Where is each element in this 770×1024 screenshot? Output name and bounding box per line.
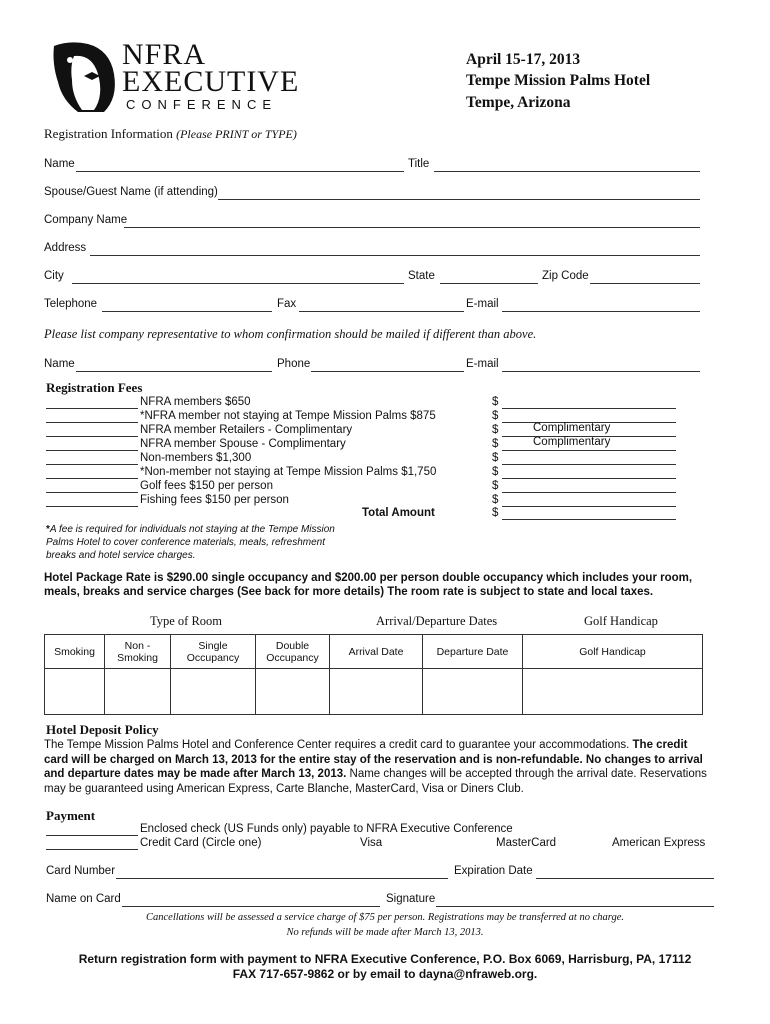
fee-dollar: $ <box>492 494 499 506</box>
email-field[interactable] <box>502 311 700 312</box>
zip-field[interactable] <box>590 283 700 284</box>
col-departure: Departure Date <box>423 635 523 669</box>
signature-label: Signature <box>386 893 436 905</box>
total-dollar: $ <box>492 507 499 519</box>
zip-label: Zip Code <box>542 270 589 282</box>
signature-field[interactable] <box>436 906 714 907</box>
room-table <box>44 634 703 715</box>
deposit-bold: The credit card will be charged on March 13, 2013 for the entire stay of the reservation and is non-refundable. No changes to arrival and departure dates may be made after March 13, 2013. <box>44 739 703 780</box>
title-field[interactable] <box>434 171 700 172</box>
city-label: City <box>44 270 64 282</box>
deposit-text <box>44 738 714 796</box>
fee-amount-value: Complimentary <box>533 436 611 448</box>
fee-label: Non-members $1,300 <box>140 452 252 464</box>
expiration-field[interactable] <box>536 878 714 879</box>
type-of-room-header: Type of Room <box>150 614 223 628</box>
visa-option[interactable]: Visa <box>360 837 383 849</box>
event-venue: Tempe Mission Palms Hotel <box>466 72 651 89</box>
check-blank[interactable] <box>46 835 138 836</box>
company-field[interactable] <box>124 227 700 228</box>
logo-line3: CONFERENCE <box>126 97 278 112</box>
fee-blank[interactable] <box>46 492 138 493</box>
telephone-field[interactable] <box>102 311 272 312</box>
fee-dollar: $ <box>492 438 499 450</box>
credit-label: Credit Card (Circle one) <box>140 837 262 849</box>
footer-line-2: FAX 717-657-9862 or by email to dayna@nfraweb.org. <box>232 967 538 981</box>
col-smoking: Smoking <box>45 635 105 669</box>
fee-dollar: $ <box>492 424 499 436</box>
name-on-card-label: Name on Card <box>46 893 121 905</box>
confirm-phone-field[interactable] <box>311 371 464 372</box>
fee-label: Fishing fees $150 per person <box>140 494 289 506</box>
fee-dollar: $ <box>492 480 499 492</box>
name-field[interactable] <box>76 171 404 172</box>
fee-label: NFRA member Spouse - Complimentary <box>140 438 346 450</box>
penguin-logo-icon <box>48 40 118 114</box>
fee-amount-field[interactable] <box>502 450 676 451</box>
payment-title: Payment <box>46 808 96 823</box>
fee-dollar: $ <box>492 452 499 464</box>
confirm-email-label: E-mail <box>466 358 499 370</box>
footnote-star: * <box>46 524 50 535</box>
confirm-email-field[interactable] <box>502 371 700 372</box>
deposit-text-2: Name changes will be accepted through the arrival date. Reservations may be guaranteed using American Express, Carte Blanche, MasterCard, Visa or Diners Club. <box>44 768 707 795</box>
logo <box>48 40 318 116</box>
fee-amount-field[interactable] <box>502 492 676 493</box>
event-date: April 15-17, 2013 <box>466 51 581 68</box>
spouse-label: Spouse/Guest Name (if attending) <box>44 186 218 198</box>
fee-label: *NFRA member not staying at Tempe Mission Palms $875 <box>140 410 436 422</box>
confirmation-note: Please list company representative to whom confirmation should be mailed if different than above. <box>44 327 537 341</box>
fee-dollar: $ <box>492 410 499 422</box>
total-amount-field[interactable] <box>502 519 676 520</box>
fee-amount-field[interactable] <box>502 506 676 507</box>
company-label: Company Name <box>44 214 128 226</box>
fee-dollar: $ <box>492 396 499 408</box>
confirm-phone-label: Phone <box>277 358 311 370</box>
fee-label: Golf fees $150 per person <box>140 480 273 492</box>
fee-blank[interactable] <box>46 464 138 465</box>
mastercard-option[interactable]: MasterCard <box>496 837 557 849</box>
fee-amount-field[interactable] <box>502 464 676 465</box>
fee-dollar: $ <box>492 466 499 478</box>
hotel-package-note: Hotel Package Rate is $290.00 single occupancy and $200.00 per person double occupancy which includes your room, meals, breaks and service charges (See back for more details) The room rate is subject to state and local taxes. <box>44 572 693 598</box>
address-field[interactable] <box>90 255 700 256</box>
confirm-name-label: Name <box>44 358 75 370</box>
fee-amount-field[interactable] <box>502 408 676 409</box>
state-label: State <box>408 270 435 282</box>
fee-blank[interactable] <box>46 408 138 409</box>
credit-blank[interactable] <box>46 849 138 850</box>
fee-amount-field[interactable] <box>502 478 676 479</box>
fee-amount-value: Complimentary <box>533 422 611 434</box>
deposit-text-1: The Tempe Mission Palms Hotel and Conference Center requires a credit card to guarantee your accommodations. <box>44 739 630 751</box>
cell-departure[interactable] <box>423 669 523 715</box>
footnote-text: A fee is required for individuals not staying at the Tempe Mission Palms Hotel to cover conference materials, meals, refreshment breaks and hotel service charges. <box>46 524 335 561</box>
name-label: Name <box>44 158 75 170</box>
card-number-label: Card Number <box>46 865 116 877</box>
col-double: Double Occupancy <box>256 635 330 669</box>
fee-blank[interactable] <box>46 478 138 479</box>
fee-blank[interactable] <box>46 506 138 507</box>
amex-option[interactable]: American Express <box>612 837 706 849</box>
title-label: Title <box>408 158 430 170</box>
fee-label: NFRA member Retailers - Complimentary <box>140 424 353 436</box>
cell-smoking[interactable] <box>45 669 105 715</box>
registration-info-note: (Please PRINT or TYPE) <box>176 127 297 141</box>
fees-title: Registration Fees <box>46 380 143 395</box>
cell-arrival[interactable] <box>330 669 423 715</box>
cell-golf[interactable] <box>523 669 703 715</box>
col-golf: Golf Handicap <box>523 635 703 669</box>
total-label: Total Amount <box>362 507 435 519</box>
cell-non-smoking[interactable] <box>105 669 171 715</box>
col-arrival: Arrival Date <box>330 635 423 669</box>
fee-blank[interactable] <box>46 422 138 423</box>
fax-field[interactable] <box>299 311 464 312</box>
fee-blank[interactable] <box>46 436 138 437</box>
cell-double[interactable] <box>256 669 330 715</box>
dates-header: Arrival/Departure Dates <box>376 614 498 628</box>
fax-label: Fax <box>277 298 297 310</box>
registration-info-heading <box>44 126 297 142</box>
registration-info-title: Registration Information <box>44 126 173 141</box>
cell-single[interactable] <box>171 669 256 715</box>
logo-line1: NFRA <box>122 38 207 71</box>
name-on-card-field[interactable] <box>122 906 380 907</box>
city-field[interactable] <box>72 283 404 284</box>
check-label: Enclosed check (US Funds only) payable to NFRA Executive Conference <box>140 823 513 835</box>
fee-label: *Non-member not staying at Tempe Mission Palms $1,750 <box>140 466 437 478</box>
cancel-line-2: No refunds will be made after March 13, 2013. <box>286 927 484 938</box>
cancel-line-1: Cancellations will be assessed a service charge of $75 per person. Registrations may be transferred at no charge. <box>146 912 624 923</box>
col-single: Single Occupancy <box>171 635 256 669</box>
fee-blank[interactable] <box>46 450 138 451</box>
fee-label: NFRA members $650 <box>140 396 251 408</box>
fees-footnote <box>46 523 346 562</box>
event-city: Tempe, Arizona <box>466 94 571 111</box>
card-number-field[interactable] <box>116 878 448 879</box>
telephone-label: Telephone <box>44 298 98 310</box>
spouse-field[interactable] <box>218 199 700 200</box>
footer-line-1: Return registration form with payment to NFRA Executive Conference, P.O. Box 6069, Harrisburg, PA, 17112 <box>78 952 692 966</box>
address-label: Address <box>44 242 87 254</box>
col-non-smoking: Non - Smoking <box>105 635 171 669</box>
email-label: E-mail <box>466 298 499 310</box>
deposit-title: Hotel Deposit Policy <box>46 722 159 737</box>
golf-header: Golf Handicap <box>584 614 658 628</box>
logo-line2: EXECUTIVE <box>122 65 300 98</box>
confirm-name-field[interactable] <box>76 371 272 372</box>
expiration-label: Expiration Date <box>454 865 533 877</box>
state-field[interactable] <box>440 283 538 284</box>
